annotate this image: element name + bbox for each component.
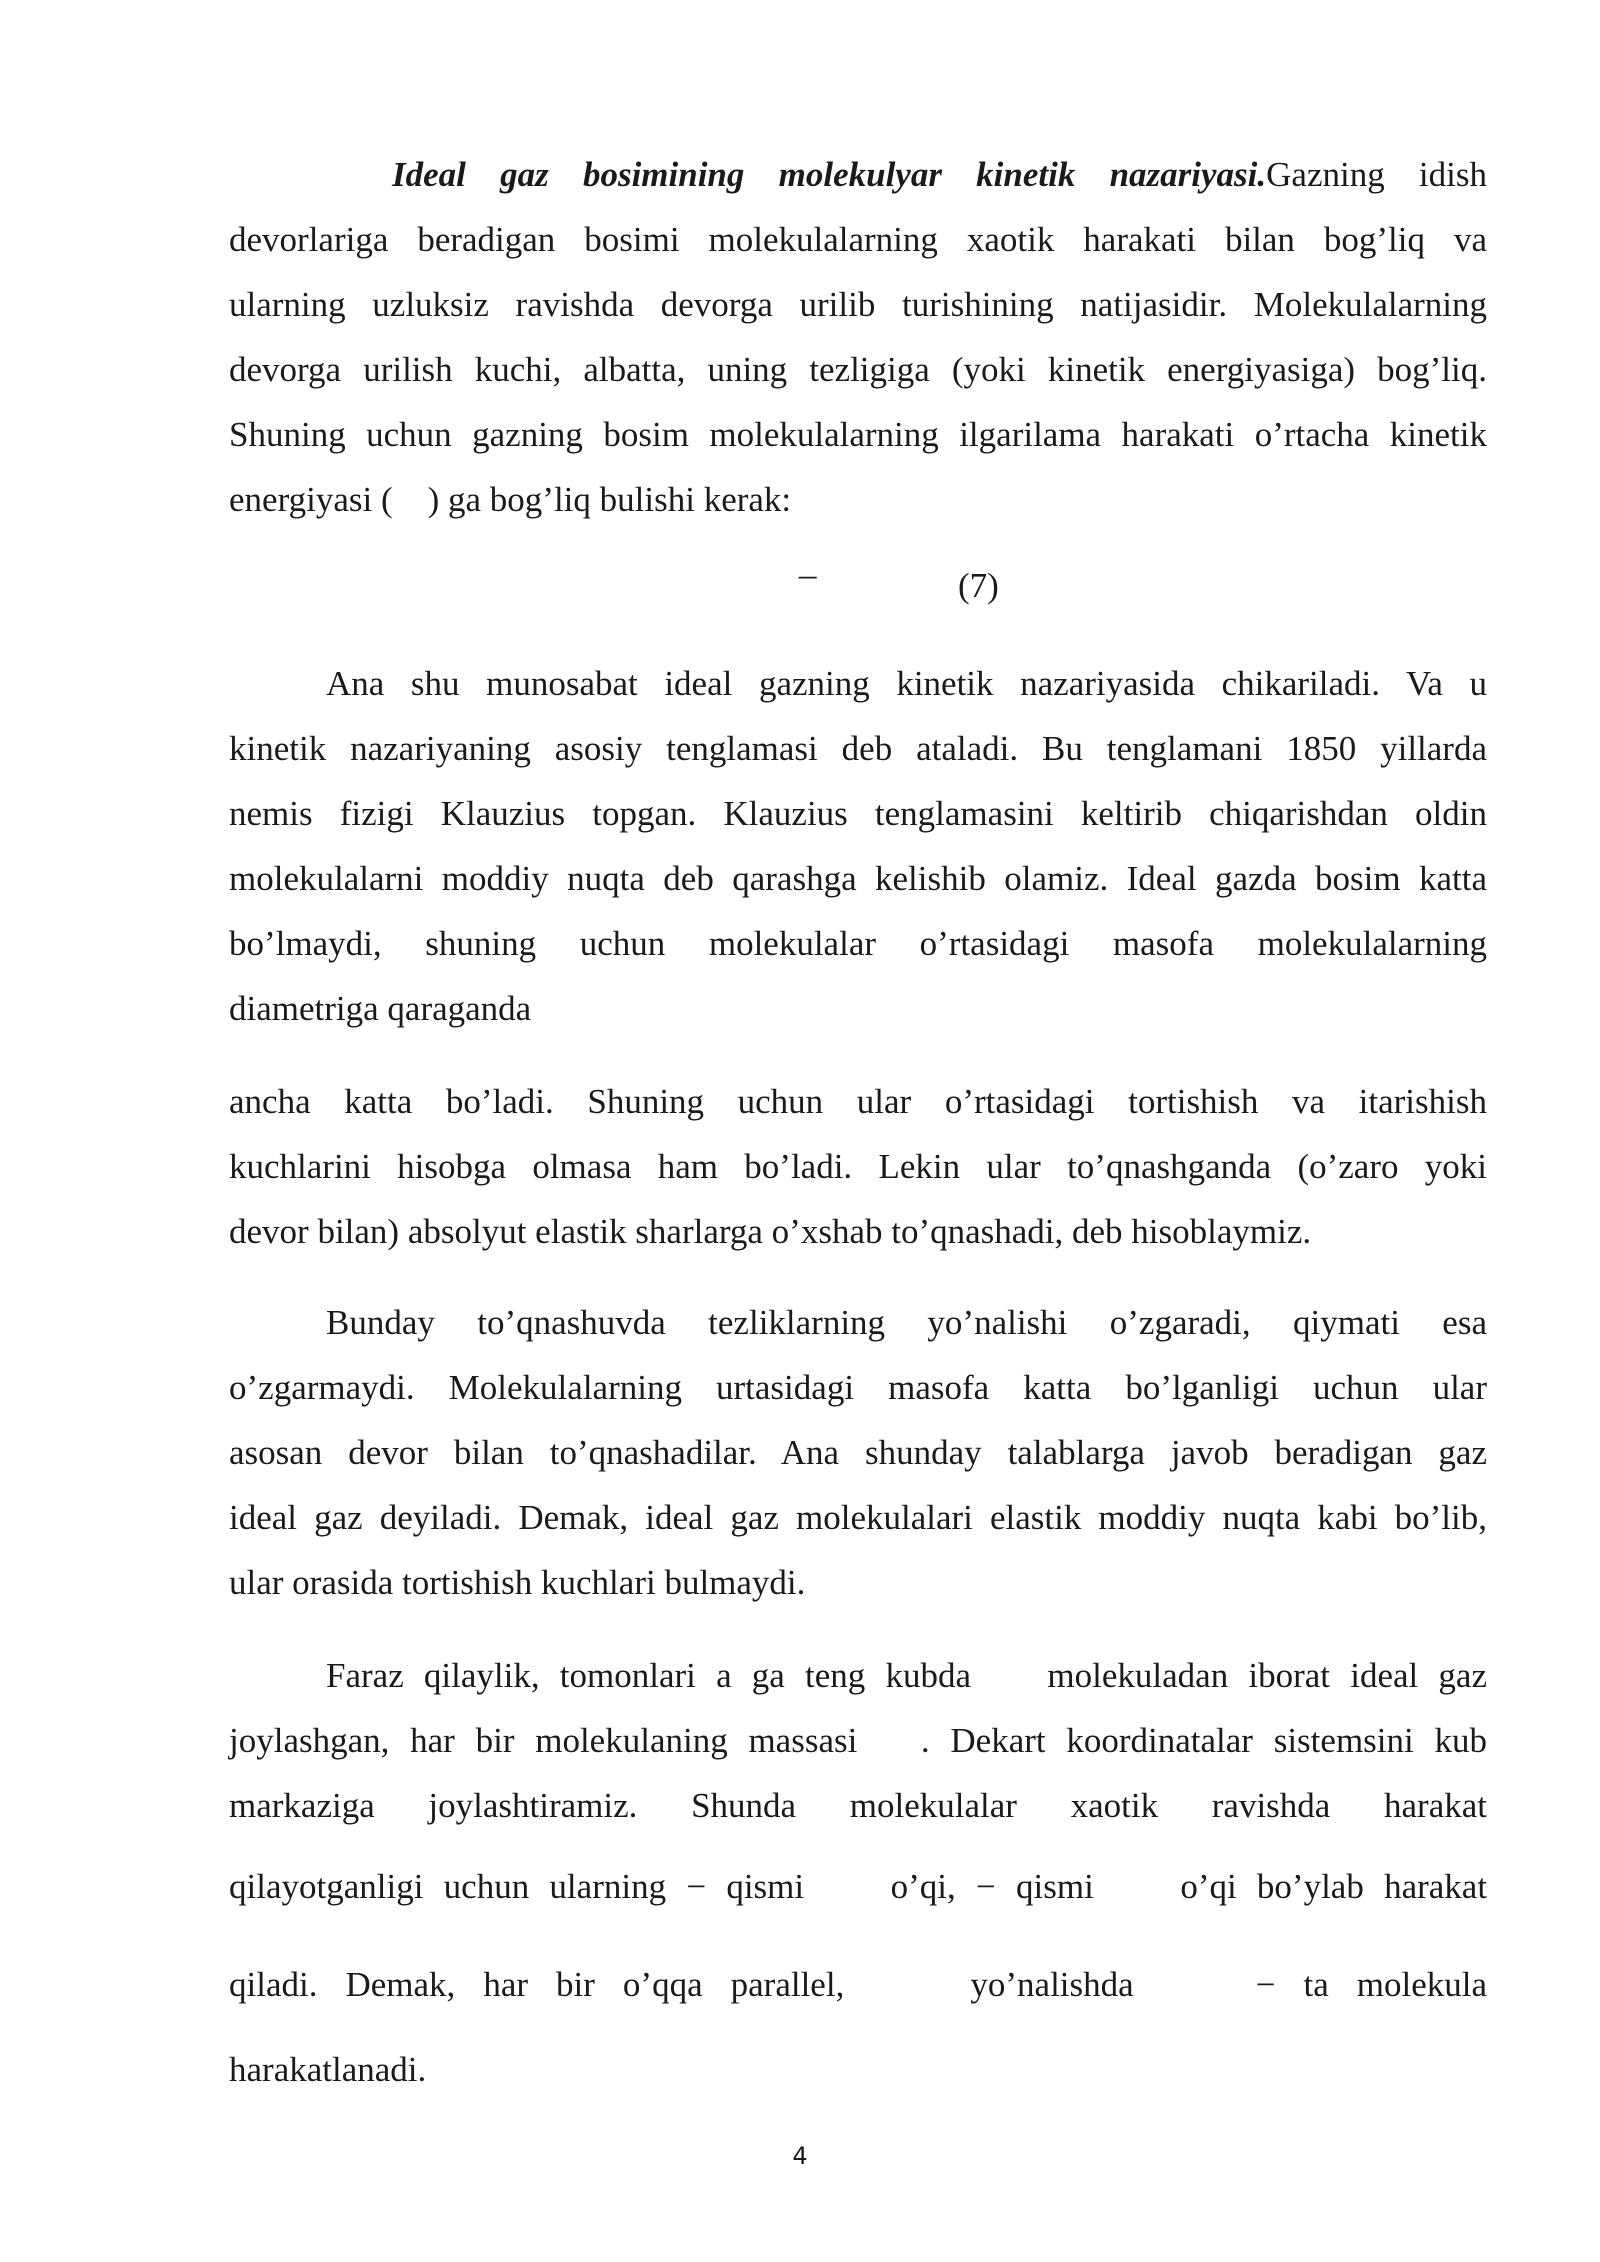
paragraph-line: Ideal gaz bosimining molekulyar kinetik nazariyasi.Gazning idish — [392, 155, 1488, 194]
paragraph-line: devor bilan) absolyut elastik sharlarga o’xshab to’qnashadi, deb hisoblaymiz. — [229, 1212, 1312, 1251]
paragraph-line: Ana shu munosabat ideal gazning kinetik nazariyasida chikariladi. Va u — [326, 664, 1487, 703]
paragraph-line: joylashgan, har bir molekulaning massasi . Dekart koordinatalar sistemsini kub — [229, 1721, 1487, 1760]
paragraph-line: o’zgarmaydi. Molekulalarning urtasidagi masofa katta bo’lganligi uchun ular — [229, 1368, 1487, 1407]
paragraph-line: bo’lmaydi, shuning uchun molekulalar o’rtasidagi masofa molekulalarning — [229, 924, 1487, 963]
paragraph-cube-model — [229, 1643, 1487, 2102]
paragraph-elastic-collisions — [229, 1069, 1487, 1264]
paragraph-klauzius — [229, 651, 1487, 1041]
equation-dash: – — [799, 555, 817, 594]
equation-number: (7) — [958, 566, 999, 605]
paragraph-line: asosan devor bilan to’qnashadilar. Ana shunday talablarga javob beradigan gaz — [229, 1433, 1487, 1472]
paragraph-line: kinetik nazariyaning asosiy tenglamasi deb ataladi. Bu tenglamani 1850 yillarda — [229, 729, 1487, 768]
paragraph-ideal-gas-definition — [229, 1290, 1487, 1615]
paragraph-line: kuchlarini hisobga olmasa ham bo’ladi. Lekin ular to’qnashganda (o’zaro yoki — [229, 1147, 1487, 1186]
page-number: 4 — [792, 2142, 808, 2170]
paragraph-line: ularning uzluksiz ravishda devorga urilib turishining natijasidir. Molekulalarning — [229, 285, 1487, 324]
paragraph-line: ideal gaz deyiladi. Demak, ideal gaz molekulalari elastik moddiy nuqta kabi bo’lib, — [229, 1498, 1487, 1537]
paragraph-line: Faraz qilaylik, tomonlari a ga teng kubda molekuladan iborat ideal gaz — [326, 1656, 1488, 1695]
paragraph-line: energiyasi ( ) ga bog’liq bulishi kerak: — [229, 480, 792, 519]
paragraph-line: qilayotganligi uchun ularning − qismi o’qi, − qismi o’qi bo’ylab harakat — [229, 1867, 1488, 1906]
paragraph-line: nemis fizigi Klauzius topgan. Klauzius tenglamasini keltirib chiqarishdan oldin — [229, 794, 1487, 833]
paragraph-line: qiladi. Demak, har bir o’qqa parallel, yo’nalishda − ta molekula — [229, 1965, 1488, 2004]
paragraph-line: markaziga joylashtiramiz. Shunda molekulalar xaotik ravishda harakat — [229, 1786, 1487, 1825]
paragraph-line: devorga urilish kuchi, albatta, uning tezligiga (yoki kinetik energiyasiga) bog’liq. — [229, 350, 1487, 389]
section-title: Ideal gaz bosimining molekulyar kinetik nazariyasi. — [392, 155, 1267, 194]
paragraph-line: ular orasida tortishish kuchlari bulmaydi. — [229, 1563, 806, 1602]
paragraph-line: harakatlanadi. — [229, 2050, 427, 2089]
paragraph-line: diametriga qaraganda — [229, 989, 532, 1028]
paragraph-line: molekulalarni moddiy nuqta deb qarashga kelishib olamiz. Ideal gazda bosim katta — [229, 859, 1487, 898]
paragraph-line: Bunday to’qnashuvda tezliklarning yo’nalishi o’zgaradi, qiymati esa — [326, 1303, 1487, 1342]
paragraph-line: ancha katta bo’ladi. Shuning uchun ular o’rtasidagi tortishish va itarishish — [229, 1082, 1487, 1121]
paragraph-line: devorlariga beradigan bosimi molekulalarning xaotik harakati bilan bog’liq va — [229, 220, 1487, 259]
paragraph-ideal-gas-pressure — [229, 142, 1487, 532]
paragraph-line: Shuning uchun gazning bosim molekulalarning ilgarilama harakati o’rtacha kinetik — [229, 415, 1487, 454]
